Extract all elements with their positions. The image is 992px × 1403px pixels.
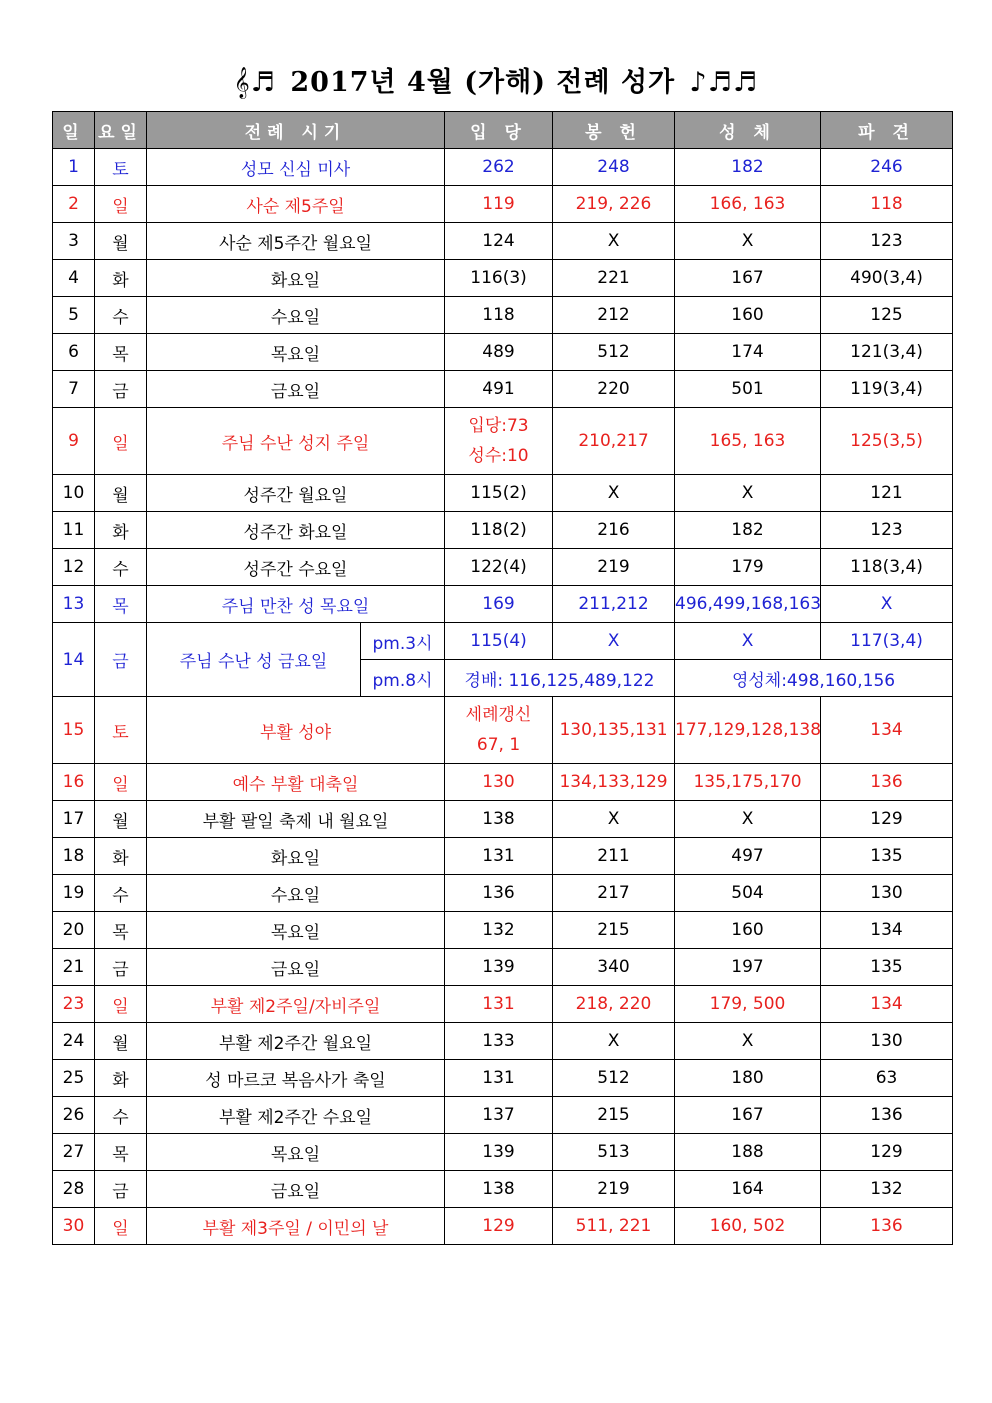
- weekday-cell: 일: [95, 1208, 147, 1245]
- season-cell: 화요일: [147, 838, 445, 875]
- communion-cell: X: [675, 1023, 821, 1060]
- weekday-cell: 토: [95, 149, 147, 186]
- table-row: [53, 223, 953, 260]
- season-cell: 부활 제2주일/자비주일: [147, 986, 445, 1023]
- offertory-cell: 219: [553, 549, 675, 586]
- weekday-cell: 월: [95, 223, 147, 260]
- dismissal-cell: 135: [821, 838, 953, 875]
- entrance-cell: 169: [445, 586, 553, 623]
- communion-cell: 167: [675, 260, 821, 297]
- day-cell: 26: [53, 1097, 95, 1134]
- table-row: [53, 949, 953, 986]
- season-cell: 금요일: [147, 949, 445, 986]
- entrance-line: 성수:10: [468, 446, 529, 466]
- entrance-cell: 129: [445, 1208, 553, 1245]
- offertory-cell: 210,217: [553, 408, 675, 475]
- dismissal-cell: 134: [821, 986, 953, 1023]
- day-cell: 6: [53, 334, 95, 371]
- offertory-cell: X: [553, 223, 675, 260]
- weekday-cell: 목: [95, 586, 147, 623]
- season-cell: 부활 제2주간 수요일: [147, 1097, 445, 1134]
- season-cell: 부활 성야: [147, 697, 445, 764]
- table-row: [53, 1208, 953, 1245]
- dismissal-cell: 118: [821, 186, 953, 223]
- weekday-cell: 화: [95, 1060, 147, 1097]
- communion-cell: 영성체:498,160,156: [675, 660, 953, 697]
- offertory-cell: 219, 226: [553, 186, 675, 223]
- hymn-schedule-table: [52, 111, 953, 1245]
- communion-cell: 167: [675, 1097, 821, 1134]
- offertory-cell: 212: [553, 297, 675, 334]
- day-cell: 24: [53, 1023, 95, 1060]
- offertory-cell: X: [553, 475, 675, 512]
- weekday-cell: 일: [95, 186, 147, 223]
- table-row: [53, 334, 953, 371]
- entrance-cell: 133: [445, 1023, 553, 1060]
- table-row: [53, 801, 953, 838]
- entrance-line: 세례갱신: [465, 705, 532, 725]
- dismissal-cell: 123: [821, 512, 953, 549]
- entrance-line: 67, 1: [476, 735, 521, 755]
- table-row: [53, 260, 953, 297]
- header-communion: 성 체: [675, 112, 821, 149]
- dismissal-cell: 134: [821, 912, 953, 949]
- dismissal-cell: 118(3,4): [821, 549, 953, 586]
- offertory-cell: 219: [553, 1171, 675, 1208]
- day-cell: 27: [53, 1134, 95, 1171]
- day-cell: 3: [53, 223, 95, 260]
- day-cell: 1: [53, 149, 95, 186]
- table-row: [53, 408, 953, 475]
- music-notes-icon: ♪♬♬: [689, 67, 759, 98]
- communion-cell: 496,499,168,163: [675, 586, 821, 623]
- entrance-cell: 136: [445, 875, 553, 912]
- weekday-cell: 금: [95, 623, 147, 697]
- header-entrance: 입 당: [445, 112, 553, 149]
- table-row: [53, 586, 953, 623]
- weekday-cell: 수: [95, 549, 147, 586]
- weekday-cell: 목: [95, 1134, 147, 1171]
- communion-cell: X: [675, 801, 821, 838]
- season-cell: 수요일: [147, 875, 445, 912]
- day-cell: 23: [53, 986, 95, 1023]
- entrance-cell: 124: [445, 223, 553, 260]
- day-cell: 2: [53, 186, 95, 223]
- header-offertory: 봉 헌: [553, 112, 675, 149]
- dismissal-cell: 136: [821, 764, 953, 801]
- day-cell: 13: [53, 586, 95, 623]
- dismissal-cell: 490(3,4): [821, 260, 953, 297]
- communion-cell: 164: [675, 1171, 821, 1208]
- communion-cell: X: [675, 475, 821, 512]
- day-cell: 12: [53, 549, 95, 586]
- dismissal-cell: 121(3,4): [821, 334, 953, 371]
- table-row: [53, 297, 953, 334]
- offertory-cell: 513: [553, 1134, 675, 1171]
- season-cell: 사순 제5주일: [147, 186, 445, 223]
- table-row: [53, 475, 953, 512]
- season-cell: 성주간 수요일: [147, 549, 445, 586]
- dismissal-cell: 117(3,4): [821, 623, 953, 660]
- weekday-cell: 화: [95, 260, 147, 297]
- weekday-cell: 화: [95, 512, 147, 549]
- table-row: [53, 1023, 953, 1060]
- season-cell: 성주간 월요일: [147, 475, 445, 512]
- season-cell: 성 마르코 복음사가 축일: [147, 1060, 445, 1097]
- table-row: [53, 912, 953, 949]
- day-cell: 20: [53, 912, 95, 949]
- season-cell: 성주간 화요일: [147, 512, 445, 549]
- offertory-cell: 215: [553, 912, 675, 949]
- season-cell: 예수 부활 대축일: [147, 764, 445, 801]
- offertory-cell: 211,212: [553, 586, 675, 623]
- entrance-cell: [445, 408, 553, 475]
- day-cell: 25: [53, 1060, 95, 1097]
- weekday-cell: 화: [95, 838, 147, 875]
- dismissal-cell: 136: [821, 1097, 953, 1134]
- entrance-cell: 262: [445, 149, 553, 186]
- day-cell: 18: [53, 838, 95, 875]
- header-season: 전례 시기: [147, 112, 445, 149]
- table-row: [53, 149, 953, 186]
- dismissal-cell: 130: [821, 875, 953, 912]
- weekday-cell: 금: [95, 949, 147, 986]
- communion-cell: 180: [675, 1060, 821, 1097]
- weekday-cell: 일: [95, 764, 147, 801]
- dismissal-cell: 135: [821, 949, 953, 986]
- table-row: [53, 549, 953, 586]
- weekday-cell: 월: [95, 801, 147, 838]
- table-row: [53, 986, 953, 1023]
- day-cell: 4: [53, 260, 95, 297]
- dismissal-cell: X: [821, 586, 953, 623]
- weekday-cell: 일: [95, 986, 147, 1023]
- communion-cell: 497: [675, 838, 821, 875]
- communion-cell: 174: [675, 334, 821, 371]
- season-cell: 목요일: [147, 334, 445, 371]
- season-cell: 주님 수난 성 금요일: [147, 623, 361, 697]
- offertory-cell: 211: [553, 838, 675, 875]
- day-cell: 5: [53, 297, 95, 334]
- table-row: [53, 1060, 953, 1097]
- season-cell: 목요일: [147, 1134, 445, 1171]
- dismissal-cell: 130: [821, 1023, 953, 1060]
- offertory-cell: 130,135,131: [553, 697, 675, 764]
- day-cell: 7: [53, 371, 95, 408]
- dismissal-cell: 123: [821, 223, 953, 260]
- weekday-cell: 금: [95, 371, 147, 408]
- day-cell: 11: [53, 512, 95, 549]
- entrance-cell: 491: [445, 371, 553, 408]
- dismissal-cell: 125(3,5): [821, 408, 953, 475]
- dismissal-cell: 119(3,4): [821, 371, 953, 408]
- communion-cell: 182: [675, 149, 821, 186]
- page-title: [0, 60, 992, 99]
- table-row: [53, 186, 953, 223]
- dismissal-cell: 129: [821, 801, 953, 838]
- offertory-cell: 217: [553, 875, 675, 912]
- table-row: [53, 1097, 953, 1134]
- weekday-cell: 토: [95, 697, 147, 764]
- season-cell: 성모 신심 미사: [147, 149, 445, 186]
- communion-cell: 160, 502: [675, 1208, 821, 1245]
- season-cell: 부활 제2주간 월요일: [147, 1023, 445, 1060]
- dismissal-cell: 129: [821, 1134, 953, 1171]
- communion-cell: 504: [675, 875, 821, 912]
- dismissal-cell: 134: [821, 697, 953, 764]
- communion-cell: 135,175,170: [675, 764, 821, 801]
- time-cell: pm.3시: [361, 623, 445, 660]
- dismissal-cell: 136: [821, 1208, 953, 1245]
- time-cell: pm.8시: [361, 660, 445, 697]
- table-row: [53, 512, 953, 549]
- communion-cell: 501: [675, 371, 821, 408]
- entrance-cell: 115(4): [445, 623, 553, 660]
- offertory-cell: 512: [553, 334, 675, 371]
- entrance-cell: 130: [445, 764, 553, 801]
- offertory-cell: 512: [553, 1060, 675, 1097]
- entrance-cell: 116(3): [445, 260, 553, 297]
- communion-cell: 160: [675, 912, 821, 949]
- table-row: [53, 371, 953, 408]
- entrance-cell: 138: [445, 1171, 553, 1208]
- day-cell: 14: [53, 623, 95, 697]
- day-cell: 19: [53, 875, 95, 912]
- entrance-line: 입당:73: [468, 416, 529, 436]
- season-cell: 금요일: [147, 371, 445, 408]
- communion-cell: X: [675, 223, 821, 260]
- entrance-cell: [445, 697, 553, 764]
- dismissal-cell: 125: [821, 297, 953, 334]
- veneration-cell: 경배: 116,125,489,122: [445, 660, 675, 697]
- title-text: 2017년 4월 (가해) 전례 성가: [290, 67, 676, 98]
- offertory-cell: X: [553, 801, 675, 838]
- table-row: [53, 1171, 953, 1208]
- entrance-cell: 118(2): [445, 512, 553, 549]
- day-cell: 16: [53, 764, 95, 801]
- season-cell: 금요일: [147, 1171, 445, 1208]
- table-row: [53, 623, 953, 660]
- entrance-cell: 131: [445, 1060, 553, 1097]
- weekday-cell: 목: [95, 912, 147, 949]
- season-cell: 부활 팔일 축제 내 월요일: [147, 801, 445, 838]
- dismissal-cell: 63: [821, 1060, 953, 1097]
- entrance-cell: 139: [445, 1134, 553, 1171]
- entrance-cell: 115(2): [445, 475, 553, 512]
- entrance-cell: 131: [445, 986, 553, 1023]
- offertory-cell: 248: [553, 149, 675, 186]
- table-row: [53, 875, 953, 912]
- season-cell: 주님 수난 성지 주일: [147, 408, 445, 475]
- header-day: 일: [53, 112, 95, 149]
- entrance-cell: 138: [445, 801, 553, 838]
- season-cell: 목요일: [147, 912, 445, 949]
- weekday-cell: 수: [95, 1097, 147, 1134]
- day-cell: 28: [53, 1171, 95, 1208]
- day-cell: 17: [53, 801, 95, 838]
- season-cell: 부활 제3주일 / 이민의 날: [147, 1208, 445, 1245]
- weekday-cell: 일: [95, 408, 147, 475]
- header-dismissal: 파 견: [821, 112, 953, 149]
- weekday-cell: 목: [95, 334, 147, 371]
- season-cell: 화요일: [147, 260, 445, 297]
- offertory-cell: 216: [553, 512, 675, 549]
- entrance-cell: 122(4): [445, 549, 553, 586]
- offertory-cell: X: [553, 623, 675, 660]
- weekday-cell: 월: [95, 1023, 147, 1060]
- entrance-cell: 131: [445, 838, 553, 875]
- weekday-cell: 월: [95, 475, 147, 512]
- header-weekday: 요일: [95, 112, 147, 149]
- communion-cell: 166, 163: [675, 186, 821, 223]
- weekday-cell: 금: [95, 1171, 147, 1208]
- header-row: [53, 112, 953, 149]
- communion-cell: 160: [675, 297, 821, 334]
- offertory-cell: 134,133,129: [553, 764, 675, 801]
- communion-cell: 182: [675, 512, 821, 549]
- season-cell: 사순 제5주간 월요일: [147, 223, 445, 260]
- dismissal-cell: 246: [821, 149, 953, 186]
- entrance-cell: 489: [445, 334, 553, 371]
- offertory-cell: 221: [553, 260, 675, 297]
- communion-cell: 177,129,128,138: [675, 697, 821, 764]
- table-row: [53, 1134, 953, 1171]
- offertory-cell: 340: [553, 949, 675, 986]
- communion-cell: 179: [675, 549, 821, 586]
- music-notes-icon: 𝄞♬: [233, 67, 276, 98]
- entrance-cell: 139: [445, 949, 553, 986]
- offertory-cell: 215: [553, 1097, 675, 1134]
- season-cell: 주님 만찬 성 목요일: [147, 586, 445, 623]
- communion-cell: 179, 500: [675, 986, 821, 1023]
- entrance-cell: 137: [445, 1097, 553, 1134]
- offertory-cell: 511, 221: [553, 1208, 675, 1245]
- day-cell: 9: [53, 408, 95, 475]
- table-row: [53, 764, 953, 801]
- weekday-cell: 수: [95, 875, 147, 912]
- offertory-cell: 220: [553, 371, 675, 408]
- table-row: [53, 697, 953, 764]
- entrance-cell: 118: [445, 297, 553, 334]
- entrance-cell: 119: [445, 186, 553, 223]
- dismissal-cell: 121: [821, 475, 953, 512]
- table-row: [53, 838, 953, 875]
- day-cell: 15: [53, 697, 95, 764]
- communion-cell: 188: [675, 1134, 821, 1171]
- day-cell: 10: [53, 475, 95, 512]
- communion-cell: X: [675, 623, 821, 660]
- dismissal-cell: 132: [821, 1171, 953, 1208]
- entrance-cell: 132: [445, 912, 553, 949]
- day-cell: 30: [53, 1208, 95, 1245]
- communion-cell: 165, 163: [675, 408, 821, 475]
- day-cell: 21: [53, 949, 95, 986]
- weekday-cell: 수: [95, 297, 147, 334]
- season-cell: 수요일: [147, 297, 445, 334]
- offertory-cell: 218, 220: [553, 986, 675, 1023]
- offertory-cell: X: [553, 1023, 675, 1060]
- communion-cell: 197: [675, 949, 821, 986]
